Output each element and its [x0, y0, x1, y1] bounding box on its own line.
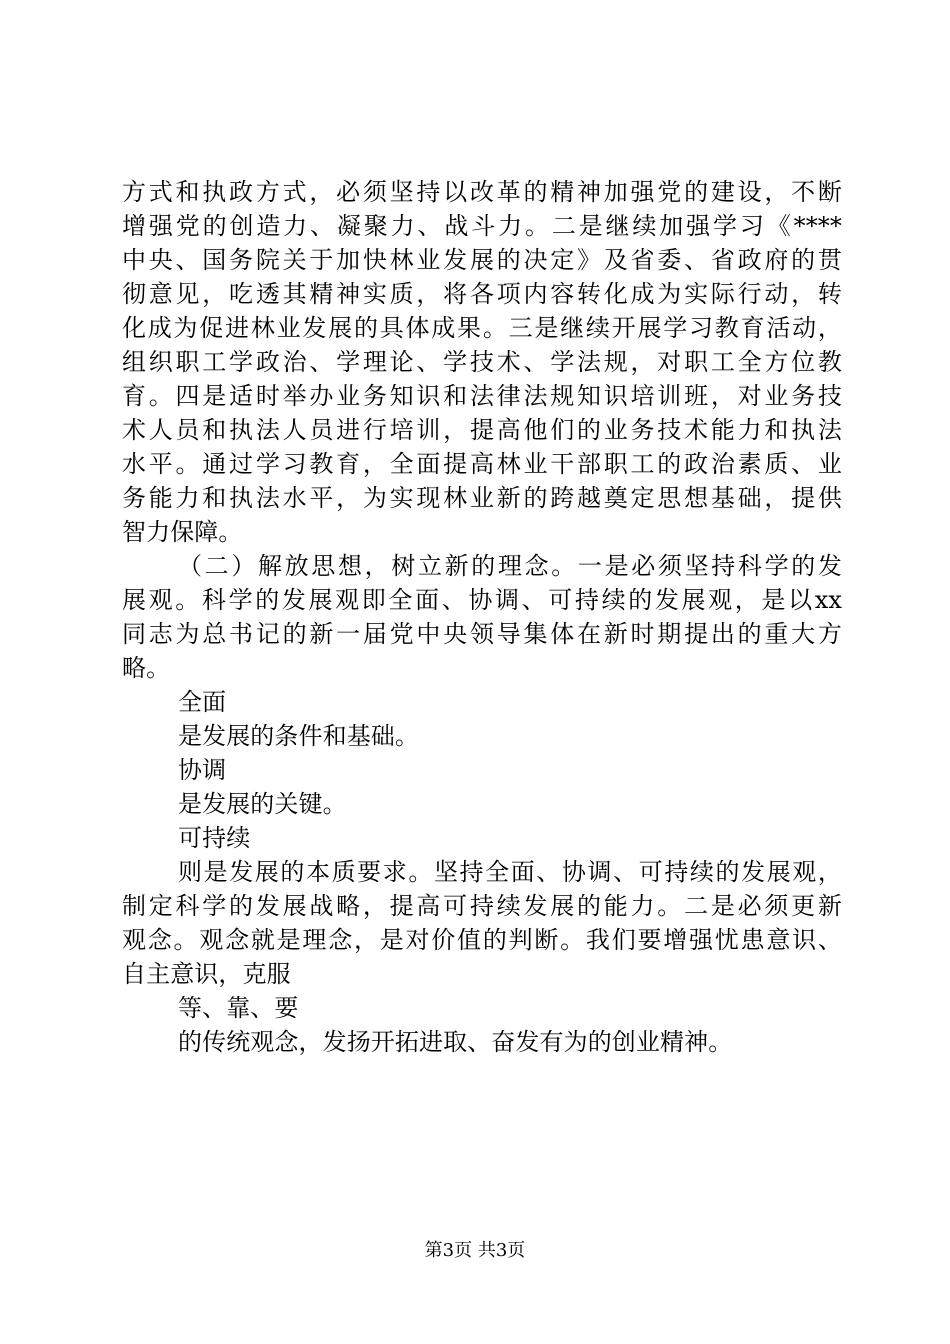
- paragraph-line: 同志为总书记的新一届党中央领导集体在新时期提出的重大方: [122, 620, 842, 648]
- paragraph-line: 制定科学的发展战略，提高可持续发展的能力。二是必须更新: [122, 892, 842, 920]
- paragraph-line: 是发展的条件和基础。: [178, 722, 419, 750]
- paragraph-line: （二）解放思想，树立新的理念。一是必须坚持科学的发: [178, 552, 842, 580]
- paragraph-line: 组织职工学政治、学理论、学技术、学法规，对职工全方位教: [122, 348, 842, 376]
- paragraph-line: 协调: [178, 756, 227, 784]
- paragraph-line: 彻意见，吃透其精神实质，将各项内容转化成为实际行动，转: [122, 280, 842, 308]
- paragraph-line: 方式和执政方式，必须坚持以改革的精神加强党的建设，不断: [122, 178, 842, 206]
- paragraph-line: 全面: [178, 688, 227, 716]
- paragraph-line: 是发展的关键。: [178, 790, 347, 818]
- paragraph-line: 水平。通过学习教育，全面提高林业干部职工的政治素质、业: [122, 450, 842, 478]
- paragraph-line: 可持续: [178, 824, 251, 852]
- paragraph-line: 则是发展的本质要求。坚持全面、协调、可持续的发展观，: [178, 858, 842, 886]
- paragraph-line: 智力保障。: [122, 518, 243, 546]
- paragraph-line: 展观。科学的发展观即全面、协调、可持续的发展观，是以xx: [122, 586, 842, 614]
- paragraph-line: 自主意识，克服: [122, 960, 291, 988]
- paragraph-line: 术人员和执法人员进行培训，提高他们的业务技术能力和执法: [122, 416, 842, 444]
- paragraph-line: 的传统观念，发扬开拓进取、奋发有为的创业精神。: [178, 1028, 733, 1056]
- paragraph-line: 化成为促进林业发展的具体成果。三是继续开展学习教育活动，: [122, 314, 842, 342]
- paragraph-line: 略。: [122, 654, 171, 682]
- paragraph-line: 中央、国务院关于加快林业发展的决定》及省委、省政府的贯: [122, 246, 842, 274]
- paragraph-line: 育。四是适时举办业务知识和法律法规知识培训班，对业务技: [122, 382, 842, 410]
- paragraph-line: 观念。观念就是理念，是对价值的判断。我们要增强忧患意识、: [122, 926, 842, 954]
- paragraph-line: 务能力和执法水平，为实现林业新的跨越奠定思想基础，提供: [122, 484, 842, 512]
- paragraph-line: 等、靠、要: [178, 994, 299, 1022]
- page-number-footer: 第3页 共3页: [424, 1240, 526, 1261]
- paragraph-line: 增强党的创造力、凝聚力、战斗力。二是继续加强学习《****: [122, 212, 842, 240]
